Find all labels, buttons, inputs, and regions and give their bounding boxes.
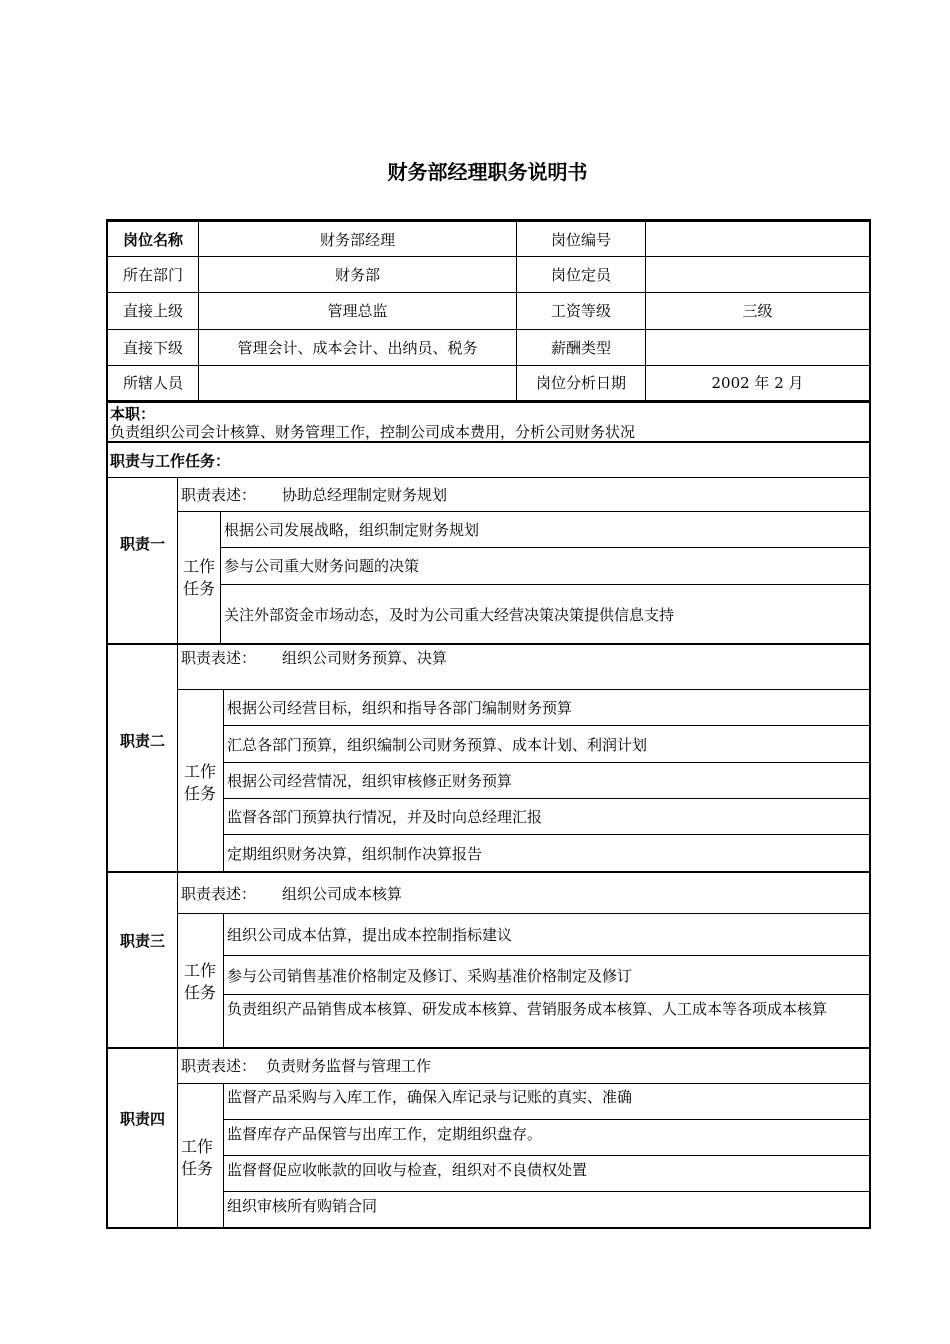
value-position-name: 财务部经理 [319,231,395,249]
duty-2-task-4: 监督各部门预算执行情况，并及时向总经理汇报 [227,808,543,826]
table-border [106,256,871,257]
duty-4-task-2: 监督库存产品保管与出库工作，定期组织盘存。 [227,1125,543,1143]
duty-2-task-label: 工作任务 [183,762,216,803]
label-analysis-date: 岗位分析日期 [535,374,626,392]
duty-1-statement-label: 职责表述： [181,486,257,504]
duty-2-task-3: 根据公司经营情况，组织审核修正财务预算 [227,772,513,790]
table-border [177,689,871,690]
table-border [106,292,871,293]
label-position-code: 岗位编号 [550,231,611,249]
duty-2-name: 职责二 [119,732,165,750]
table-border [106,365,871,366]
table-border [220,547,871,548]
label-staff: 所辖人员 [122,374,183,392]
table-border [223,725,871,726]
duty-2-task-1: 根据公司经营目标，组织和指导各部门编制财务预算 [227,699,573,717]
label-headcount: 岗位定员 [550,266,611,284]
table-border [223,834,871,835]
value-department: 财务部 [334,266,380,284]
duty-4-task-4: 组织审核所有购销合同 [227,1197,378,1215]
duty-3-task-3: 负责组织产品销售成本核算、研发成本核算、营销服务成本核算、人工成本等各项成本核算 [227,1000,828,1018]
benzhi-text: 负责组织公司会计核算、财务管理工作，控制公司成本费用，分析公司财务状况 [110,423,636,441]
label-department: 所在部门 [122,266,183,284]
duty-4-statement-label: 职责表述： [181,1057,257,1075]
duty-3-name: 职责三 [119,932,165,950]
label-subordinates: 直接下级 [122,339,183,357]
label-salary-grade: 工资等级 [550,302,611,320]
duty-2-statement: 组织公司财务预算、决算 [282,649,448,667]
duty-4-task-label: 工作任务 [180,1137,213,1178]
table-border [106,477,871,478]
table-border [106,1227,871,1229]
value-salary-grade: 三级 [742,302,773,320]
table-border [106,219,871,222]
duty-1-task-2: 参与公司重大财务问题的决策 [224,557,420,575]
duty-3-task-2: 参与公司销售基准价格制定及修订、采购基准价格制定及修订 [227,967,633,985]
duty-3-statement-label: 职责表述： [181,885,257,903]
page-title: 财务部经理职务说明书 [387,160,588,184]
duty-2-task-5: 定期组织财务决算，组织制作决算报告 [227,845,483,863]
table-border [220,584,871,585]
duty-1-task-1: 根据公司发展战略，组织制定财务规划 [224,521,480,539]
duty-4-task-1: 监督产品采购与入库工作，确保入库记录与记账的真实、准确 [227,1088,633,1106]
table-border [177,913,871,914]
duty-1-task-label: 工作任务 [182,557,215,598]
table-border [223,762,871,763]
table-border [223,955,871,956]
label-superior: 直接上级 [122,302,183,320]
label-pay-type: 薪酬类型 [550,339,611,357]
table-border [223,913,224,1048]
value-subordinates: 管理会计、成本会计、出纳员、税务 [237,339,478,357]
duty-2-statement-label: 职责表述： [181,649,257,667]
table-border [223,1191,871,1192]
table-border [223,798,871,799]
value-analysis-date: 2002 年 2 月 [711,374,804,392]
label-position-name: 岗位名称 [122,231,183,249]
table-border [869,219,871,1229]
duty-2-task-2: 汇总各部门预算，组织编制公司财务预算、成本计划、利润计划 [227,736,648,754]
duty-3-task-label: 工作任务 [183,961,216,1002]
table-border [106,400,871,403]
table-border [223,689,224,872]
duty-4-task-3: 监督督促应收帐款的回收与检查，组织对不良债权处置 [227,1161,588,1179]
table-border [223,1119,871,1120]
value-superior: 管理总监 [327,302,388,320]
table-border [106,219,108,1229]
table-border [177,511,871,512]
duty-1-task-3: 关注外部资金市场动态，及时为公司重大经营决策决策提供信息支持 [224,606,675,624]
table-border [106,871,871,873]
duty-1-statement: 协助总经理制定财务规划 [282,486,448,504]
table-border [223,1155,871,1156]
duty-3-statement: 组织公司成本核算 [282,885,403,903]
table-border [106,1047,871,1049]
duty-3-task-1: 组织公司成本估算，提出成本控制指标建议 [227,926,513,944]
benzhi-label: 本职： [110,405,156,423]
duty-4-name: 职责四 [119,1110,165,1128]
table-border [106,329,871,330]
table-border [177,1083,871,1084]
duty-1-name: 职责一 [119,535,165,553]
table-border [223,994,871,995]
duty-4-statement: 负责财务监督与管理工作 [266,1057,432,1075]
duties-header: 职责与工作任务： [110,452,231,470]
